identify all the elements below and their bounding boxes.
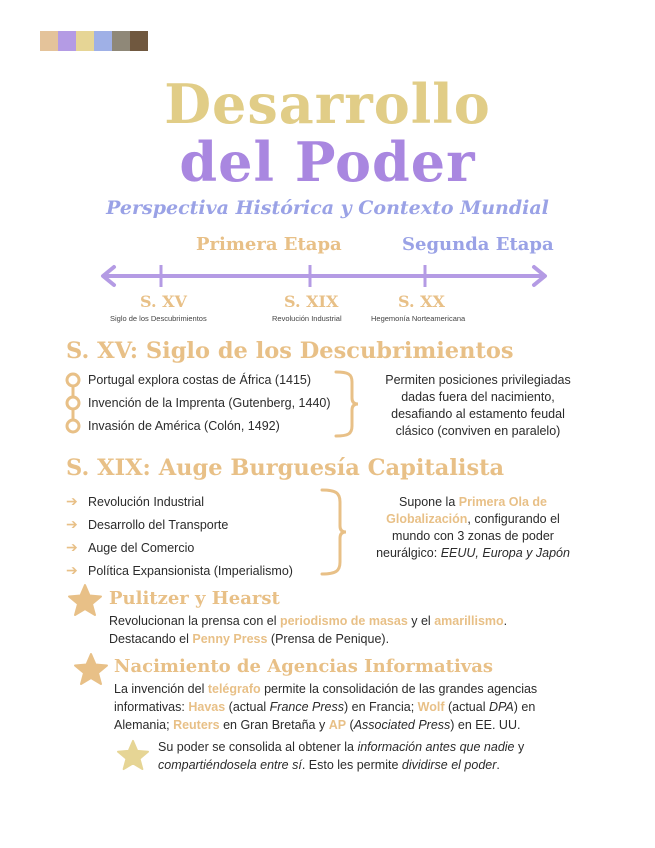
swatch-5: [112, 31, 130, 51]
list-item: [66, 536, 293, 559]
note-line: clásico (conviven en paralelo): [395, 424, 561, 438]
title-line-1: Desarrollo: [164, 72, 491, 136]
century-1-desc: Siglo de los Descubrimientos: [110, 314, 207, 323]
color-palette: [40, 31, 148, 51]
section-1-heading: S. XV: Siglo de los Descubrimientos: [66, 338, 514, 364]
title-line-2: del Poder: [179, 130, 476, 194]
list-item-label: Política Expansionista (Imperialismo): [88, 563, 293, 578]
pulitzer-text: Revolucionan la prensa con el periodismo de masas y el amarillismo. Destacando el Penny Press (Prensa de Penique).: [109, 614, 508, 646]
pulitzer-heading: Pulitzer y Hearst: [109, 588, 280, 609]
note-line: desafiando al estamento feudal: [391, 407, 565, 421]
highlight-globalizacion: Globalización: [386, 512, 468, 526]
section-2-heading: S. XIX: Auge Burguesía Capitalista: [66, 455, 505, 481]
subtitle: Perspectiva Histórica y Contexto Mundial: [106, 197, 549, 219]
swatch-2: [58, 31, 76, 51]
section-2-note: Supone la Primera Ola de Globalización, configurando el mundo con 3 zonas de poder neurálgico: EEUU, Europa y Japón: [376, 495, 570, 560]
ring-bullets-icon: [64, 370, 82, 436]
list-item: Invasión de América (Colón, 1492): [88, 419, 280, 433]
list-item: [66, 559, 293, 582]
bracket-icon: [318, 486, 352, 578]
list-item: Invención de la Imprenta (Gutenberg, 1440): [88, 396, 331, 410]
century-2-label: S. XIX: [284, 292, 339, 311]
bracket-icon: [332, 368, 362, 440]
arrow-right-icon: ➔: [66, 516, 78, 532]
star-icon: [67, 583, 103, 617]
arrow-right-icon: ➔: [66, 493, 78, 509]
list-item-label: Desarrollo del Transporte: [88, 517, 229, 532]
list-item: [66, 513, 293, 536]
conclusion-text: Su poder se consolida al obtener la información antes que nadie y compartiéndosela entre sí. Esto les permite dividirse el poder.: [158, 740, 525, 772]
list-item-label: Auge del Comercio: [88, 540, 195, 555]
list-item: [66, 490, 293, 513]
list-item-label: Revolución Industrial: [88, 494, 205, 509]
swatch-3: [76, 31, 94, 51]
section-1-note: [370, 372, 586, 440]
stage-1-label: Primera Etapa: [196, 234, 342, 255]
section-2-list: [66, 490, 293, 582]
swatch-6: [130, 31, 148, 51]
swatch-1: [40, 31, 58, 51]
list-item: Portugal explora costas de África (1415): [88, 373, 312, 387]
note-line: Permiten posiciones privilegiadas: [385, 373, 571, 387]
century-3-desc: Hegemonía Norteamericana: [371, 314, 466, 323]
timeline-arrow: [98, 262, 550, 292]
century-2-desc: Revolución Industrial: [272, 314, 342, 323]
arrow-right-icon: ➔: [66, 539, 78, 555]
agencias-text: La invención del telégrafo permite la consolidación de las grandes agencias informativas: Havas (actual France Press) en Francia; Wolf (actual DPA) en Alemania; Reuters en Gran Bretaña y AP (Associated Press) en EE. UU.: [114, 682, 538, 732]
century-3-label: S. XX: [398, 292, 445, 311]
arrow-right-icon: ➔: [66, 562, 78, 578]
stage-2-label: Segunda Etapa: [402, 234, 554, 255]
century-1-label: S. XV: [140, 292, 187, 311]
highlight-primera-ola: Primera Ola de: [458, 495, 548, 509]
note-line: dadas fuera del nacimiento,: [401, 390, 555, 404]
swatch-4: [94, 31, 112, 51]
star-icon: [73, 652, 109, 686]
star-icon: [116, 739, 150, 771]
agencias-heading: Nacimiento de Agencias Informativas: [114, 656, 494, 677]
